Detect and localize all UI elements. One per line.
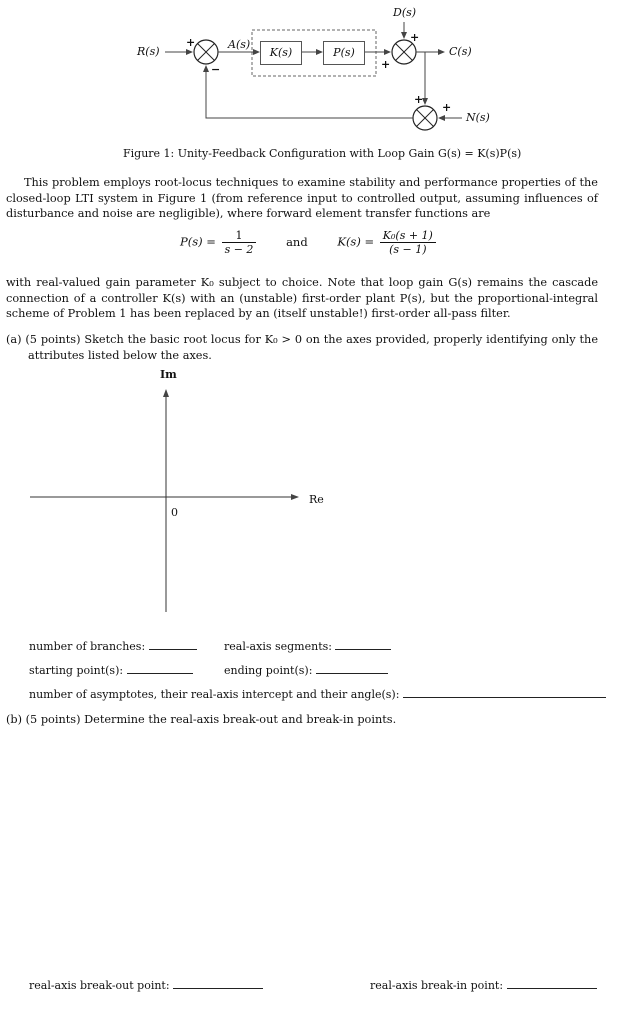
ending-field: ending point(s): bbox=[224, 664, 388, 677]
output-label: C(s) bbox=[449, 45, 472, 58]
feedback-line bbox=[206, 66, 413, 118]
sum1-plus-sign: + bbox=[186, 36, 196, 49]
p-numerator: 1 bbox=[222, 229, 257, 243]
and-word: and bbox=[286, 234, 308, 249]
breakout-field: real-axis break-out point: bbox=[29, 979, 263, 992]
noise-label: N(s) bbox=[466, 111, 490, 124]
breakin-field: real-axis break-in point: bbox=[370, 979, 597, 992]
sum3-right-plus-sign: + bbox=[442, 101, 452, 114]
p-fraction bbox=[222, 229, 257, 256]
error-signal-label: A(s) bbox=[228, 38, 251, 51]
k-equation-lhs: K(s) = bbox=[337, 234, 375, 249]
breakout-blank[interactable] bbox=[173, 988, 263, 989]
intro-paragraph: This problem employs root-locus techniques to examine stability and performance properties of the closed-loop LTI system in Figure 1 (from reference input to controlled output, assuming influences of disturbance and noise are negligible), where forward element transfer functions are bbox=[6, 176, 598, 220]
plant-block: P(s) bbox=[323, 41, 365, 65]
p-equation-lhs: P(s) = bbox=[180, 234, 216, 249]
asymptotes-field: number of asymptotes, their real-axis intercept and their angle(s): bbox=[29, 688, 606, 701]
origin-label: 0 bbox=[171, 506, 178, 519]
follow-paragraph: with real-valued gain parameter K₀ subject to choice. Note that loop gain G(s) remains the cascade connection of a controller K(s) with an (unstable) first-order plant P(s), but the proportional-integral scheme of Problem 1 has been replaced by an (itself unstable!) first-order all-pass filter. bbox=[6, 276, 598, 320]
branches-blank[interactable] bbox=[149, 649, 197, 650]
real-axis-label: Re bbox=[309, 493, 324, 506]
part-b-question: (b) (5 points) Determine the real-axis break-out and break-in points. bbox=[6, 713, 397, 726]
segments-blank[interactable] bbox=[335, 649, 391, 650]
sum2-top-plus-sign: + bbox=[410, 31, 420, 44]
k-fraction bbox=[380, 229, 436, 256]
breakin-blank[interactable] bbox=[507, 988, 597, 989]
starting-blank[interactable] bbox=[127, 673, 193, 674]
block-diagram bbox=[0, 0, 623, 140]
transfer-function-equation bbox=[180, 229, 438, 256]
branches-field: number of branches: bbox=[29, 640, 197, 653]
asymptotes-blank[interactable] bbox=[403, 697, 606, 698]
p-denominator: s − 2 bbox=[224, 243, 254, 256]
part-a-question: (a) (5 points) Sketch the basic root locus for K₀ > 0 on the axes provided, properly identifying only the attributes listed below the axes. bbox=[6, 333, 598, 362]
reference-input-label: R(s) bbox=[137, 45, 160, 58]
imaginary-axis-label: Im bbox=[160, 368, 177, 381]
summing-junction-1 bbox=[194, 40, 218, 64]
segments-field: real-axis segments: bbox=[224, 640, 391, 653]
k-denominator: (s − 1) bbox=[389, 243, 427, 256]
starting-field: starting point(s): bbox=[29, 664, 193, 677]
ending-blank[interactable] bbox=[316, 673, 388, 674]
sum2-left-plus-sign: + bbox=[381, 58, 391, 71]
sum1-minus-sign: − bbox=[211, 63, 221, 76]
sum3-top-plus-sign: + bbox=[414, 93, 424, 106]
controller-block: K(s) bbox=[260, 41, 302, 65]
disturbance-label: D(s) bbox=[393, 6, 417, 19]
summing-junction-3 bbox=[413, 106, 437, 130]
figure-caption: Figure 1: Unity-Feedback Configuration with Loop Gain G(s) = K(s)P(s) bbox=[123, 147, 522, 160]
k-numerator: K₀(s + 1) bbox=[380, 229, 436, 243]
